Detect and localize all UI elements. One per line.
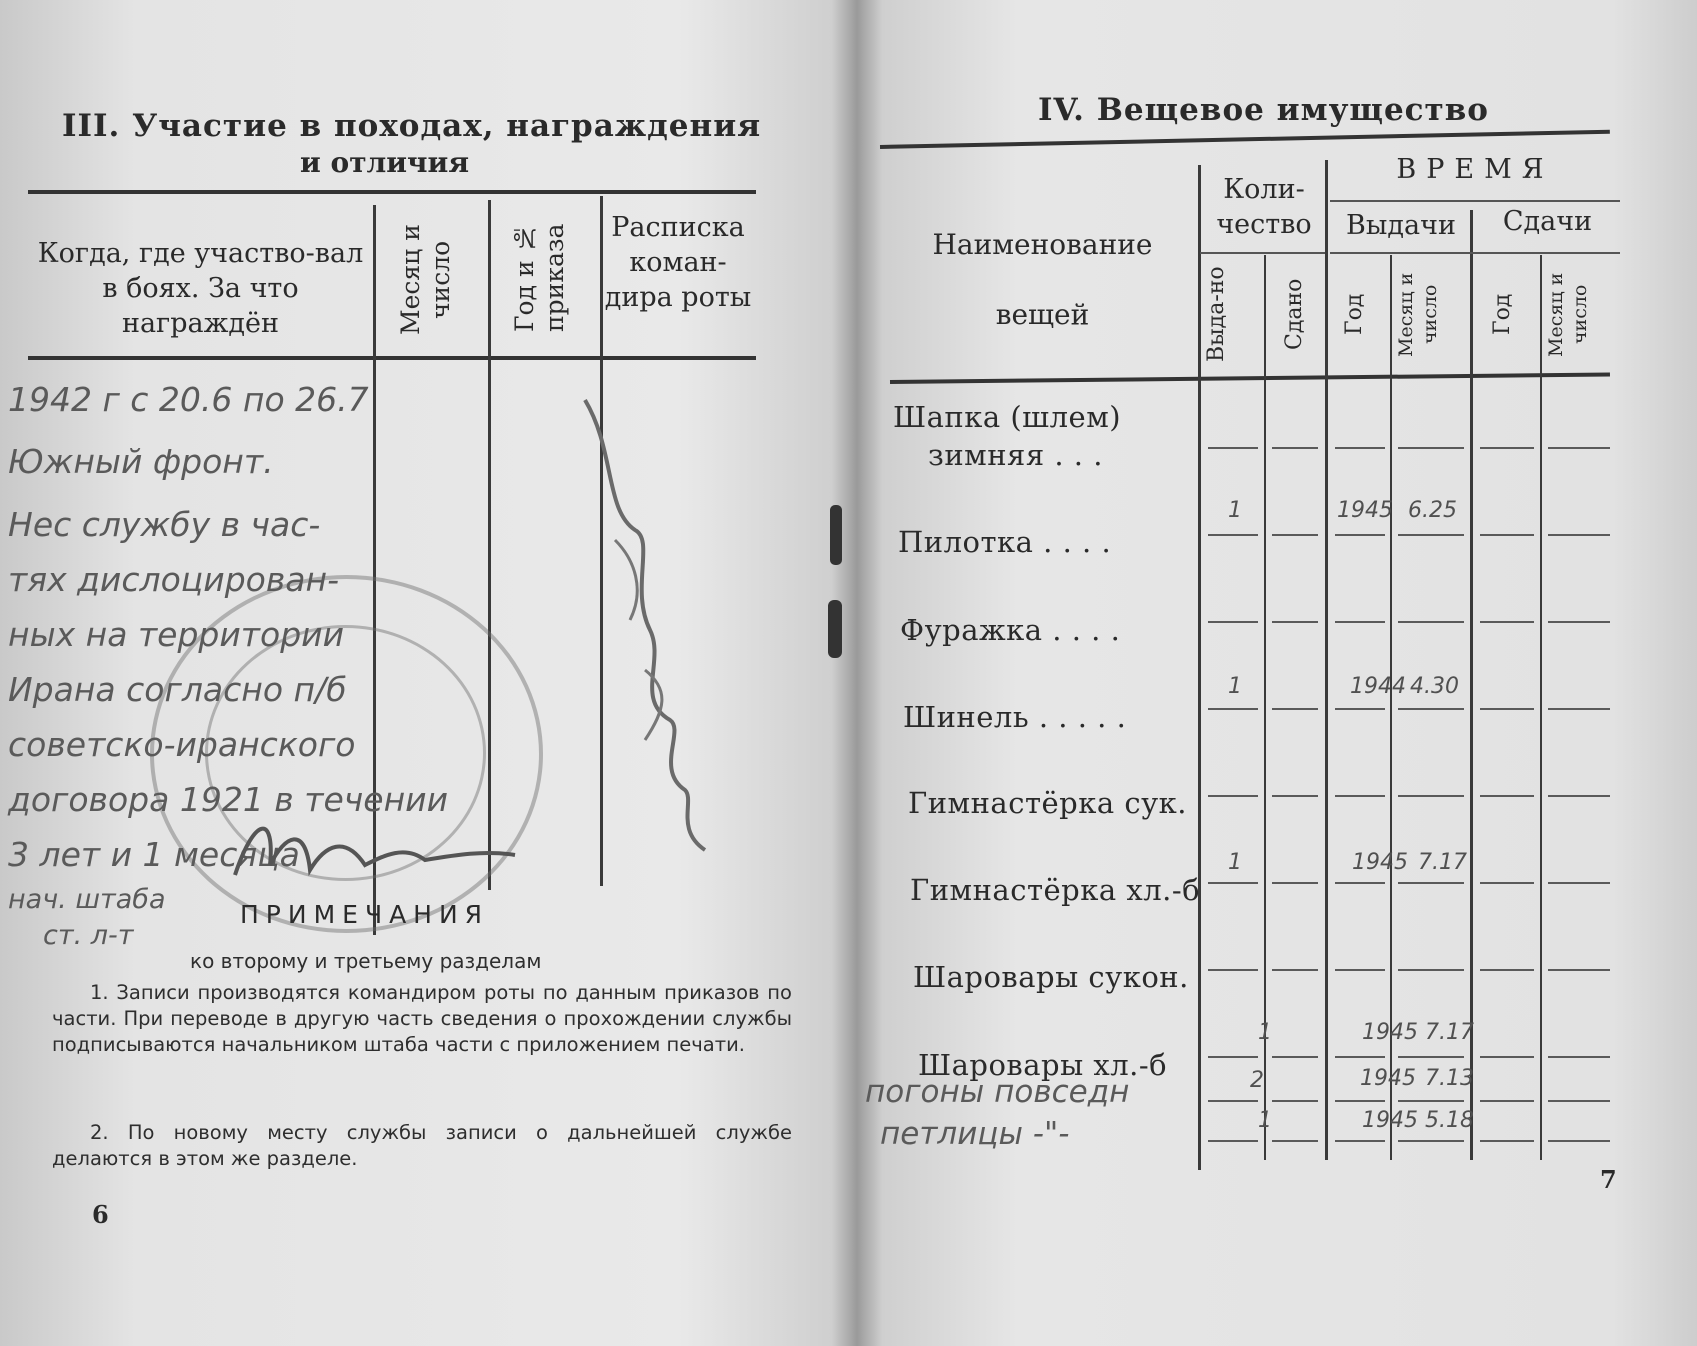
sharovary-date: 7.17 [1425, 1020, 1474, 1045]
item-sharovary-cotton: Шаровары хл.-б [918, 1048, 1168, 1082]
header-issued: Выда-но [1204, 266, 1229, 363]
hw-line: 3 лет и 1 месяца [8, 835, 300, 874]
shinel-date: 4.30 [1410, 674, 1459, 699]
gimnasterka-date: 7.17 [1418, 850, 1467, 875]
right-header-rule [890, 372, 1610, 384]
right-divider-return [1470, 210, 1473, 1160]
sharovary-year: 1945 [1362, 1020, 1418, 1045]
hw-line: Нес службу в час- [8, 505, 321, 544]
hw-line: Ирана согласно п/б [8, 670, 347, 709]
sharovary-qty: 1 [1258, 1020, 1272, 1045]
right-divider-return-year [1540, 255, 1542, 1160]
spine-staple-bottom [828, 600, 842, 658]
shinel-qty: 1 [1228, 674, 1242, 699]
gimnasterka-year: 1945 [1352, 850, 1408, 875]
item-winter-hat-line2: зимняя . . . [928, 438, 1103, 472]
pilotka-year: 1945 [1337, 498, 1393, 523]
qty-rule [1200, 252, 1325, 254]
item-shinel: Шинель . . . . . [903, 700, 1127, 734]
section-4-title: IV. Вещевое имущество [1038, 92, 1489, 128]
issue-return-rule [1330, 252, 1620, 254]
header-issue-year: Год [1342, 293, 1367, 336]
item-pilotka: Пилотка . . . . [898, 525, 1112, 559]
hw-line: ст. л-т [43, 920, 134, 951]
header-item-name: Наименование вещей [932, 228, 1153, 331]
header-return-month-day: Месяц и число [1545, 272, 1591, 357]
header-issue: Выдачи [1346, 210, 1456, 241]
chief-of-staff-signature [225, 795, 525, 905]
spine-staple-top [830, 505, 842, 565]
item-gimnasterka-cloth: Гимнастёрка сук. [908, 786, 1187, 820]
header-quantity: Коли-чество [1216, 174, 1312, 240]
pilotka-qty: 1 [1228, 498, 1242, 523]
petlitsy-date: 5.18 [1425, 1108, 1474, 1133]
pogony-year: 1945 [1360, 1066, 1416, 1091]
petlitsy-qty: 1 [1258, 1108, 1272, 1133]
hw-line: Южный фронт. [8, 442, 274, 481]
pilotka-date: 6.25 [1408, 498, 1457, 523]
note-2: 2. По новому месту службы записи о дальнейшей службе делаются в этом же разделе. [52, 1121, 792, 1170]
shinel-year: 1944 [1350, 674, 1406, 699]
hw-line: тях дислоцирован- [8, 560, 339, 599]
hw-line: нач. штаба [8, 884, 166, 915]
header-time: ВРЕМЯ [1396, 154, 1554, 185]
header-when-where: Когда, где участво-вал в боях. За что награждён [37, 238, 364, 339]
right-divider-time [1325, 160, 1328, 1160]
petlitsy-year: 1945 [1362, 1108, 1418, 1133]
item-furazhka: Фуражка . . . . [900, 613, 1121, 647]
time-rule [1330, 200, 1620, 202]
page-number-right: 7 [1600, 1165, 1617, 1194]
hw-line: 1942 г с 20.6 по 26.7 [8, 380, 369, 419]
pogony-qty: 2 [1250, 1068, 1264, 1093]
section-3-subtitle: и отличия [300, 146, 469, 179]
commander-signature [575, 390, 735, 870]
header-return: Сдачи [1502, 206, 1593, 237]
header-commander-signature: Расписка коман-дира роты [604, 212, 752, 313]
item-winter-hat: Шапка (шлем) [893, 400, 1122, 434]
right-top-rule [880, 130, 1610, 149]
left-top-rule [28, 190, 756, 194]
hw-line: советско-иранского [8, 725, 356, 764]
notes-heading: ПРИМЕЧАНИЯ [240, 900, 490, 929]
right-divider-name [1198, 165, 1201, 1170]
header-issue-month-day: Месяц и число [1395, 272, 1441, 357]
item-sharovary-cloth: Шаровары сукон. [913, 960, 1189, 994]
item-pogony: погоны повседн [865, 1074, 1130, 1110]
header-year-order: Год и № приказа [510, 223, 569, 332]
header-month-day: Месяц и число [396, 224, 455, 336]
notes-subheading: ко второму и третьему разделам [190, 949, 542, 973]
note-1: 1. Записи производятся командиром роты по данным приказов по части. При переводе в другую часть сведения о прохождении службы подписываются начальником штаба части с приложением печати. [52, 981, 792, 1056]
item-petlitsy: петлицы -"- [880, 1116, 1070, 1152]
section-3-title: III. Участие в походах, награждения [62, 108, 762, 144]
item-gimnasterka-cotton: Гимнастёрка хл.-б [910, 873, 1201, 907]
left-header-rule [28, 356, 756, 360]
page-number-left: 6 [92, 1200, 109, 1229]
hw-line: договора 1921 в течении [8, 780, 449, 819]
pogony-date: 7.13 [1425, 1066, 1474, 1091]
header-return-year: Год [1490, 293, 1515, 336]
gimnasterka-qty: 1 [1228, 850, 1242, 875]
hw-line: ных на территории [8, 615, 345, 654]
header-returned: Сдано [1282, 278, 1307, 351]
